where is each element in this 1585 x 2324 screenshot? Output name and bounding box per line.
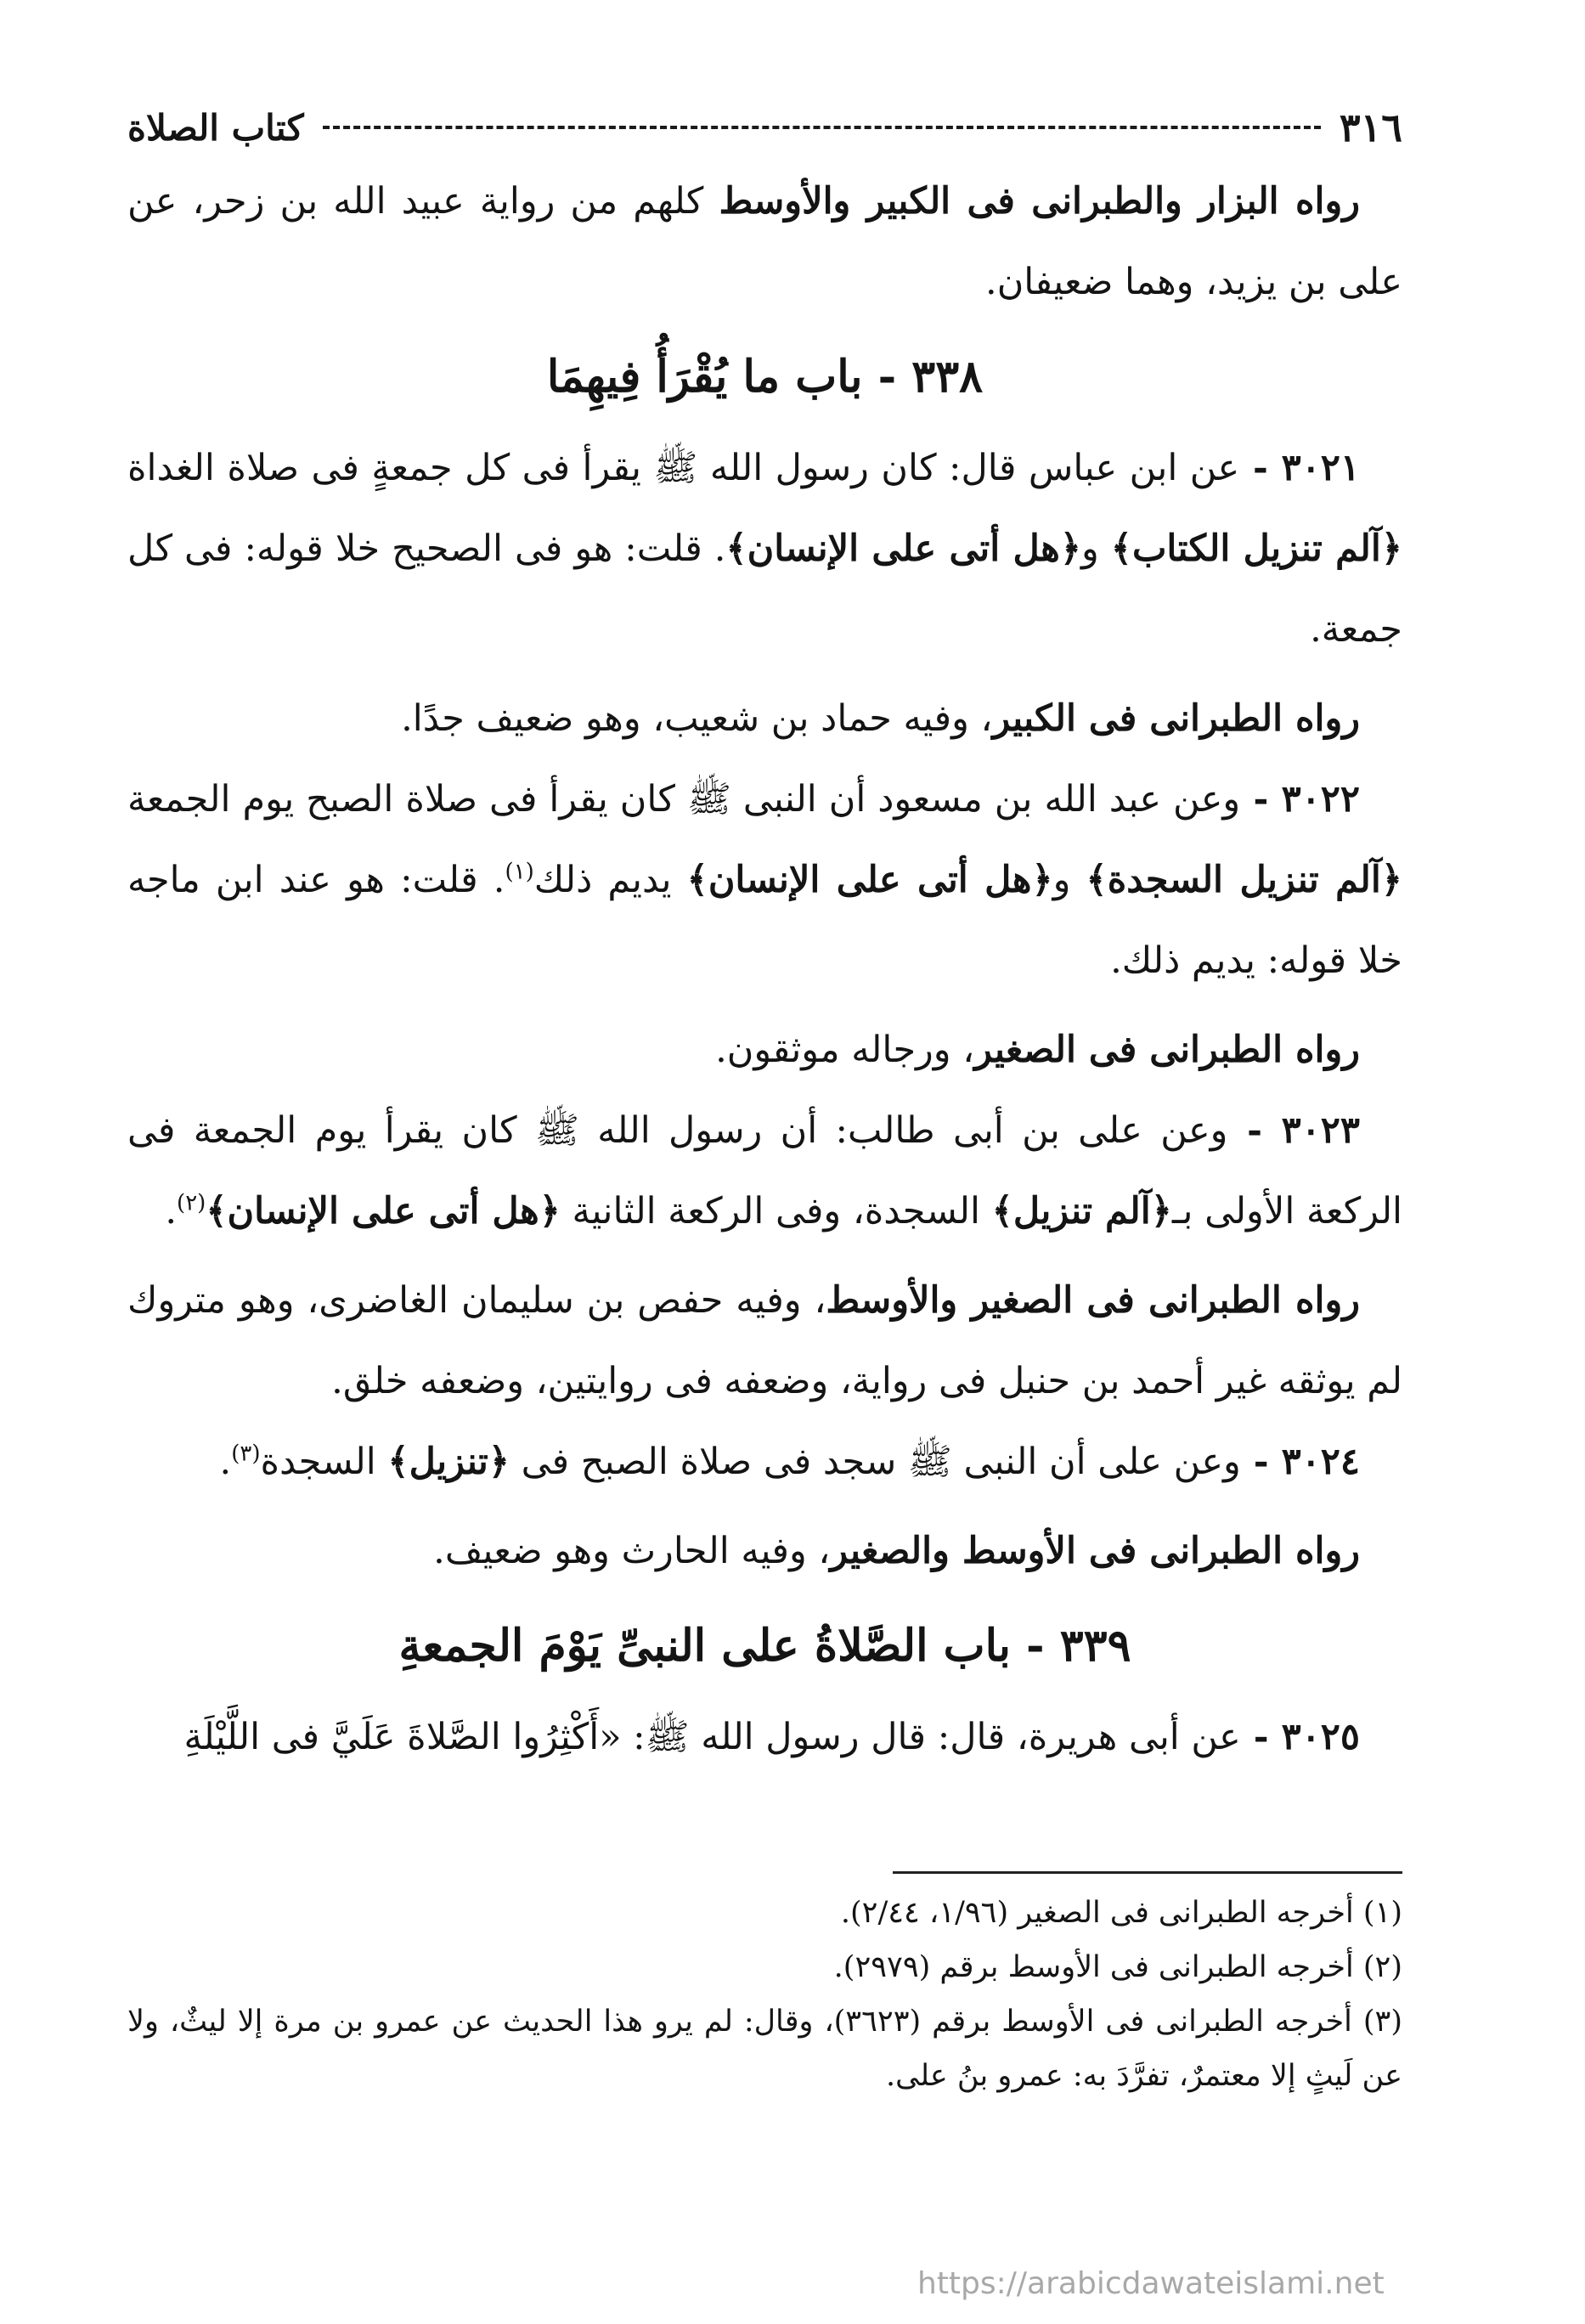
hadith-text: . قلت: هو عند ابن ماجه خلا قوله: يديم ذلك. (127, 859, 1402, 982)
quran-quote: ﴿آلم تنزيل السجدة﴾ (1086, 859, 1402, 901)
hadith-text: . قلت: هو فى الصحيح خلا قوله: فى كل جمعة. (127, 527, 1402, 651)
source-text: ، وفيه حفص بن سليمان الغاضرى، وهو متروك لم يوثقه غير أحمد بن حنبل فى رواية، وضعفه فى روايتين، وضعفه خلق. (127, 1279, 1402, 1402)
quran-quote: ﴿هل أتى على الإنسان﴾ (725, 527, 1081, 570)
quran-quote: ﴿آلم تنزيل﴾ (991, 1190, 1172, 1233)
source-paragraph (127, 161, 1402, 323)
source-bold: رواه الطبرانى فى الأوسط والصغير (830, 1530, 1360, 1572)
hadith-text: وعن على أن النبى ﷺ سجد فى صلاة الصبح فى (510, 1441, 1241, 1483)
hadith-3021 (127, 428, 1402, 670)
source-3022 (127, 1010, 1402, 1091)
footnote-ref: (٢) (177, 1190, 206, 1216)
hadith-number: ٣٠٢١ - (1239, 447, 1360, 489)
hadith-text: عن أبى هريرة، قال: قال رسول الله ﷺ: «أَكْثِرُوا الصَّلاةَ عَلَيَّ فى اللَّيْلَةِ (183, 1716, 1241, 1758)
footnote-2: (٢) أخرجه الطبرانى فى الأوسط برقم (٢٩٧٩). (833, 1950, 1402, 1984)
quran-quote: ﴿تنزيل﴾ (387, 1441, 510, 1483)
source-bold: رواه الطبرانى فى الصغير (974, 1029, 1360, 1071)
hadith-text: وعن على بن أبى طالب: أن رسول الله ﷺ كان يقرأ يوم الجمعة فى الركعة الأولى بـ (127, 1109, 1402, 1233)
hadith-number: ٣٠٢٢ - (1240, 778, 1360, 821)
chapter-heading-338: ٣٣٨ - باب ما يُقْرَأُ فِيهِمَا (546, 351, 984, 403)
hadith-text: يديم ذلك (533, 859, 687, 901)
running-title: كتاب الصلاة (127, 106, 304, 149)
hadith-text: . (165, 1190, 178, 1233)
source-bold: رواه الطبرانى فى الصغير والأوسط (826, 1279, 1360, 1322)
source-bold: رواه البزار والطبرانى فى الكبير والأوسط (719, 180, 1360, 223)
hadith-3022 (127, 759, 1402, 1001)
hadith-number: ٣٠٢٥ - (1240, 1716, 1360, 1758)
watermark-url: https://arabicdawateislami.net (917, 2266, 1385, 2301)
footnote-ref: (١) (505, 859, 534, 885)
hadith-text: عن ابن عباس قال: كان رسول الله ﷺ يقرأ فى كل جمعةٍ فى صلاة الغداة (127, 447, 1240, 489)
hadith-text: وعن عبد الله بن مسعود أن النبى ﷺ كان يقرأ فى صلاة الصبح يوم الجمعة (127, 778, 1241, 821)
footnote-ref: (٣) (231, 1441, 261, 1467)
source-text: ، ورجاله موثقون. (715, 1029, 975, 1071)
source-3024 (127, 1511, 1402, 1592)
hadith-number: ٣٠٢٤ - (1240, 1441, 1360, 1483)
hadith-text: . (219, 1441, 232, 1483)
source-3023 (127, 1261, 1402, 1422)
source-bold: رواه الطبرانى فى الكبير (992, 697, 1360, 740)
hadith-text: و (1080, 527, 1111, 570)
quran-quote: ﴿هل أتى على الإنسان﴾ (206, 1190, 561, 1233)
hadith-text: السجدة، وفى الركعة الثانية (560, 1190, 992, 1233)
footnote-3: (٣) أخرجه الطبرانى فى الأوسط برقم (٣٦٢٣)، وقال: لم يرو هذا الحديث عن عمرو بن مرة إلا ليثٌ، ولا عن لَيثٍ إلا معتمرٌ، تفرَّدَ به: عمرو بنُ على. (127, 2005, 1402, 2093)
source-text: كلهم من رواية عبيد الله بن زحر، عن على بن يزيد، وهما ضعيفان. (127, 180, 1402, 303)
hadith-text: و (1052, 859, 1086, 901)
source-text: ، وفيه حماد بن شعيب، وهو ضعيف جدًا. (401, 697, 993, 740)
source-3021 (127, 679, 1402, 759)
source-text: ، وفيه الحارث وهو ضعيف. (433, 1530, 831, 1572)
hadith-text: السجدة (260, 1441, 388, 1483)
quran-quote: ﴿آلم تنزيل الكتاب﴾ (1110, 527, 1402, 570)
page-number: ٣١٦ (1339, 104, 1402, 150)
hadith-3023 (127, 1091, 1402, 1252)
chapter-heading-339: ٣٣٩ - باب الصَّلاةُ على النبىِّ يَوْمَ الجمعةِ (398, 1620, 1131, 1672)
header-divider (323, 126, 1321, 129)
hadith-number: ٣٠٢٣ - (1227, 1109, 1360, 1152)
page-header (127, 93, 1402, 161)
hadith-3024 (127, 1422, 1402, 1503)
footnote-divider (893, 1871, 1402, 1874)
hadith-3025 (127, 1697, 1402, 1778)
footnote-1: (١) أخرجه الطبرانى فى الصغير (١/٩٦، ٢/٤٤). (840, 1896, 1402, 1930)
quran-quote: ﴿هل أتى على الإنسان﴾ (686, 859, 1053, 901)
